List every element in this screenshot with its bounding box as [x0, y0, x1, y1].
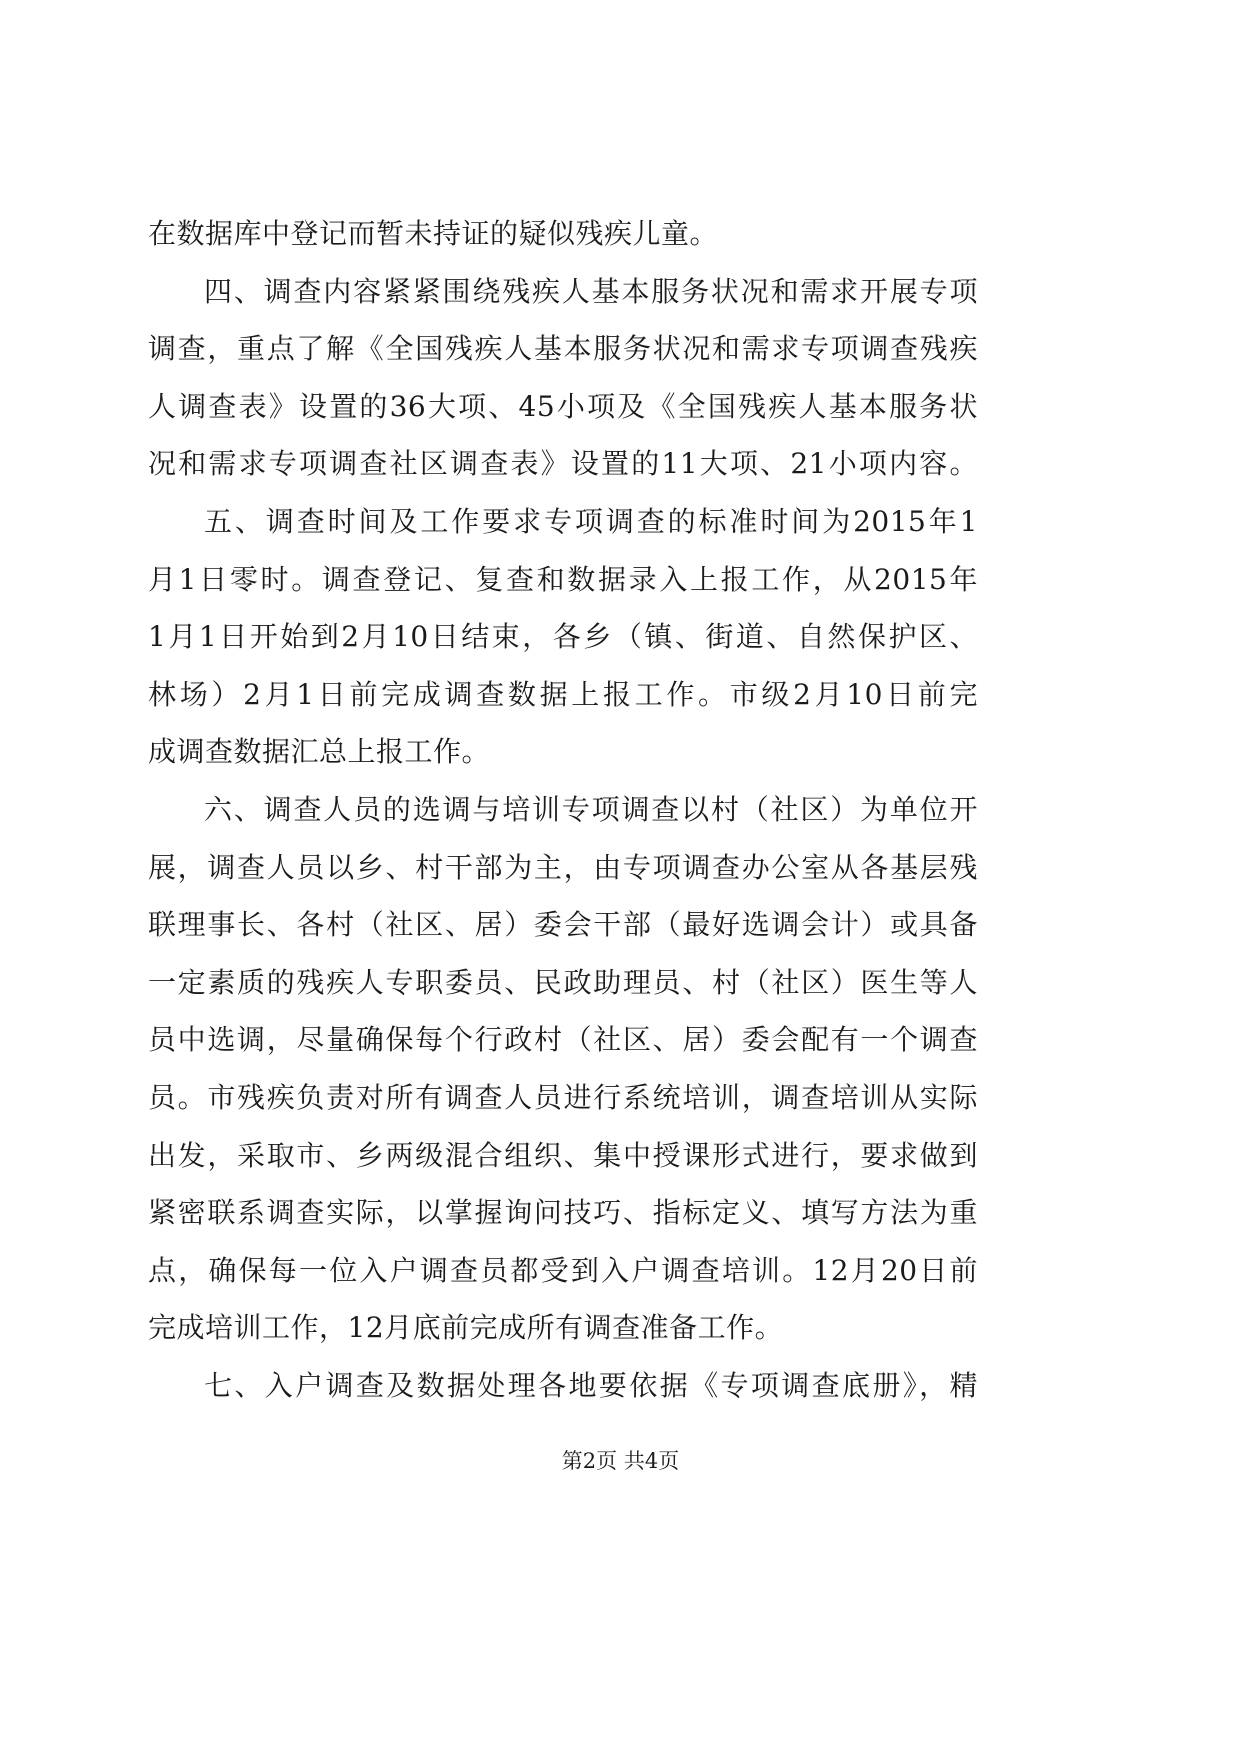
text-line: 四、调查内容紧紧围绕残疾人基本服务状况和需求开展专项 [204, 274, 978, 308]
text-line: 人调查表》设置的36大项、45小项及《全国残疾人基本服务状 [148, 389, 978, 423]
text-line: 月1日零时。调查登记、复查和数据录入上报工作，从2015年 [148, 562, 978, 596]
text-line: 在数据库中登记而暂未持证的疑似残疾儿童。 [148, 217, 719, 250]
text-line: 成调查数据汇总上报工作。 [148, 735, 491, 769]
text-line: 联理事长、各村（社区、居）委会干部（最好选调会计）或具备 [148, 908, 978, 942]
document-body [148, 205, 978, 1414]
text-line: 员中选调，尽量确保每个行政村（社区、居）委会配有一个调查 [148, 1023, 978, 1057]
text-line: 林场）2月1日前完成调查数据上报工作。市级2月10日前完 [148, 677, 978, 711]
text-line: 一定素质的残疾人专职委员、民政助理员、村（社区）医生等人 [148, 965, 978, 999]
text-line: 七、入户调查及数据处理各地要依据《专项调查底册》，精 [204, 1368, 978, 1402]
text-line: 况和需求专项调查社区调查表》设置的11大项、21小项内容。 [148, 447, 978, 481]
text-line: 员。市残疾负责对所有调查人员进行系统培训，调查培训从实际 [148, 1080, 978, 1114]
text-line: 点，确保每一位入户调查员都受到入户调查培训。12月20日前 [148, 1253, 978, 1287]
text-line: 1月1日开始到2月10日结束，各乡（镇、街道、自然保护区、 [148, 620, 978, 654]
text-line: 完成培训工作，12月底前完成所有调查准备工作。 [148, 1311, 784, 1345]
text-line: 五、调查时间及工作要求专项调查的标准时间为2015年1 [204, 504, 978, 538]
text-line: 展，调查人员以乡、村干部为主，由专项调查办公室从各基层残 [148, 850, 978, 884]
page-number-footer: 第2页 共4页 [561, 1449, 680, 1473]
text-line: 出发，采取市、乡两级混合组织、集中授课形式进行，要求做到 [148, 1138, 978, 1172]
text-line: 六、调查人员的选调与培训专项调查以村（社区）为单位开 [204, 792, 978, 826]
text-line: 紧密联系调查实际，以掌握询问技巧、指标定义、填写方法为重 [148, 1196, 978, 1230]
text-line: 调查，重点了解《全国残疾人基本服务状况和需求专项调查残疾 [148, 332, 978, 366]
